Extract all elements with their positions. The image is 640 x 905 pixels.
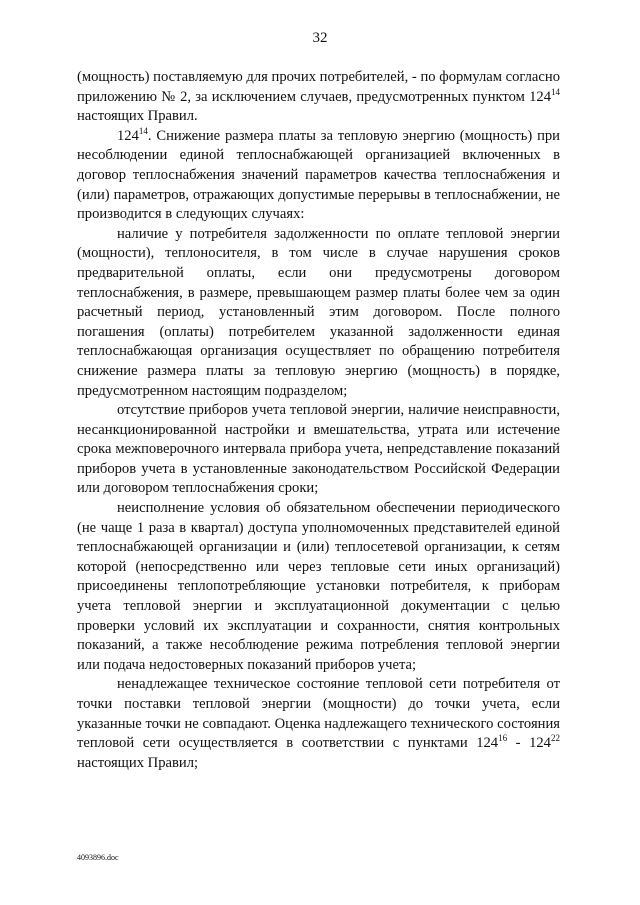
superscript: 22 <box>550 733 560 744</box>
text-run: ненадлежащее техническое состояние тепловой сети потребителя от точки поставки тепловой энергии (мощности) до точки учета, если указанные точки не совпадают. Оценка надлежащего технического состояния тепловой сети осуществляется в соответствии с пунктами 124 <box>77 676 560 752</box>
paragraph-p1 <box>77 127 560 225</box>
text-run: (мощность) поставляемую для прочих потребителей, - по формулам согласно приложению № 2, за исключением случаев, предусмотренных пунктом 124 <box>77 69 560 105</box>
text-run: настоящих Правил. <box>77 108 198 125</box>
paragraph-p0 <box>77 68 560 127</box>
paragraph-p3 <box>77 401 560 499</box>
text-run: - 124 <box>507 735 551 752</box>
paragraph-p5 <box>77 675 560 773</box>
page-number: 32 <box>312 30 328 46</box>
paragraph-p4 <box>77 499 560 675</box>
text-run: неисполнение условия об обязательном обеспечении периодического (не чаще 1 раза в квартал) доступа уполномоченных представителей единой теплоснабжающей организации и (или) теплосетевой организации, к сетям которой (непосредственно или через тепловые сети иных организаций) присоединены теплопотребляющие установки потребителя, к приборам учета тепловой энергии и эксплуатационной документации с целью проверки условий их эксплуатации и сохранности, снятия контрольных показаний, а также несоблюдение режима потребления тепловой энергии или подача недостоверных показаний приборов учета; <box>77 500 560 673</box>
superscript: 16 <box>498 733 508 744</box>
document-filename: 4093896.doc <box>77 853 119 862</box>
text-run: наличие у потребителя задолженности по оплате тепловой энергии (мощности), теплоносителя, в том числе в случае нарушения сроков предварительной оплаты, если они предусмотрены договором теплоснабжения, в размере, превышающем размер платы более чем за один расчетный период, установленный этим договором. После полного погашения (оплаты) потребителем указанной задолженности единая теплоснабжающая организация осуществляет по обращению потребителя снижение размера платы за тепловую энергию (мощность) в порядке, предусмотренном настоящим подразделом; <box>77 225 560 399</box>
superscript: 14 <box>551 86 560 97</box>
text-run: настоящих Правил; <box>77 754 199 771</box>
text-run: отсутствие приборов учета тепловой энергии, наличие неисправности, несанкционированной настройки и вмешательства, утрата или истечение срока межповерочного интервала прибора учета, непредставление показаний приборов учета в установленные законодательством Российской Федерации или договором теплоснабжения сроки; <box>77 402 560 497</box>
text-run: 124 <box>117 127 139 144</box>
paragraph-p2 <box>77 225 560 401</box>
text-run: . Снижение размера платы за тепловую энергию (мощность) при несоблюдении единой теплоснабжающей организацией включенных в договор теплоснабжения значений параметров качества теплоснабжения и (или) параметров, отражающих допустимые перерывы в теплоснабжении, не производится в следующих случаях: <box>77 127 560 223</box>
document-body <box>77 68 560 773</box>
superscript: 14 <box>138 125 148 136</box>
